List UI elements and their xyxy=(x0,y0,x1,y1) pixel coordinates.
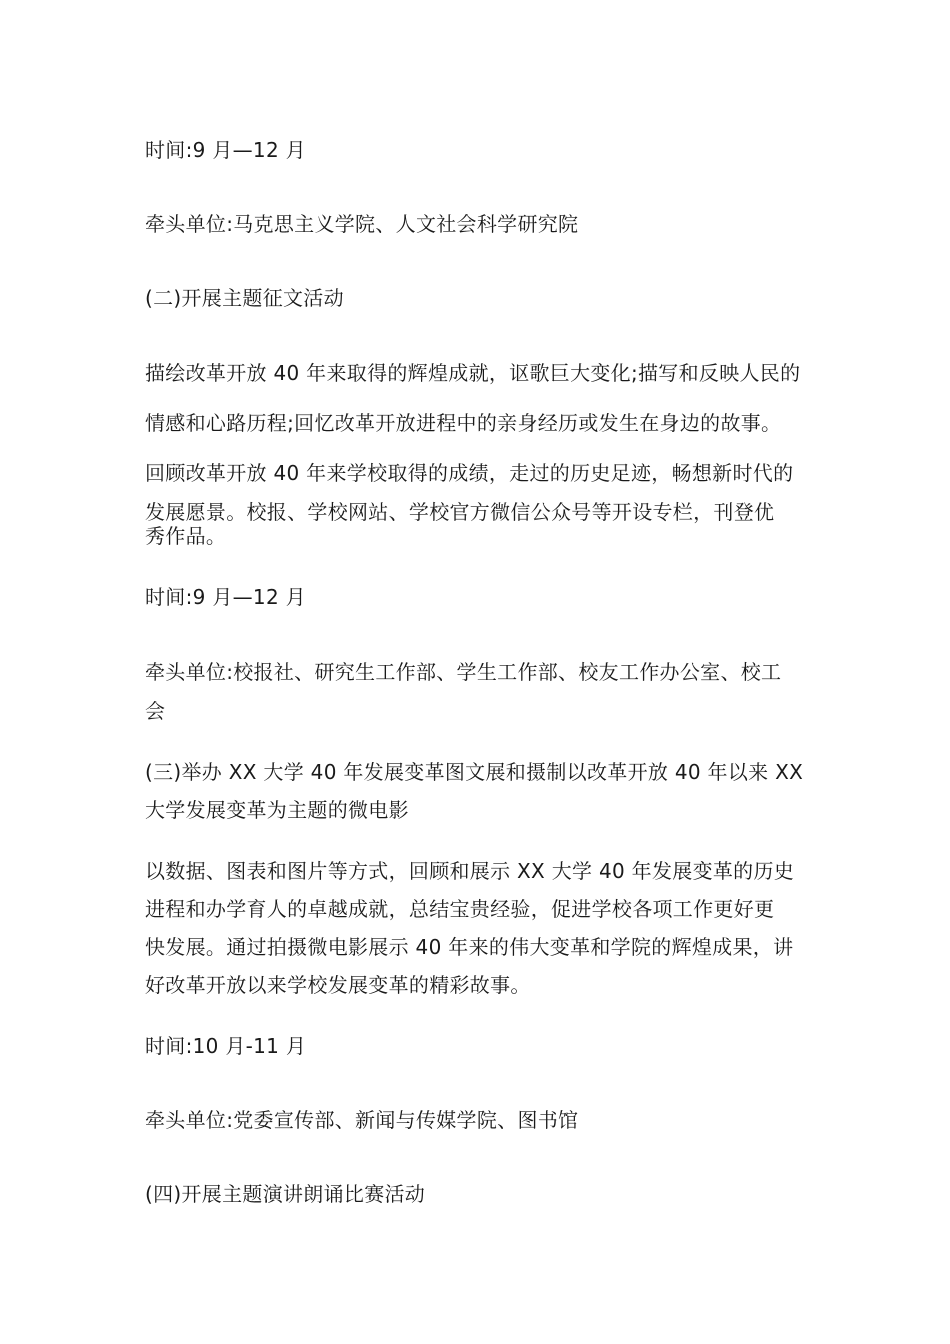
time-line-3: 时间:10 月-11 月 xyxy=(145,1034,307,1058)
time-line-1: 时间:9 月—12 月 xyxy=(145,138,306,162)
paragraph-3-line-4: 好改革开放以来学校发展变革的精彩故事。 xyxy=(145,973,531,997)
paragraph-2-line-1: 描绘改革开放 40 年来取得的辉煌成就，讴歌巨大变化;描写和反映人民的 xyxy=(145,361,801,385)
paragraph-2-line-2: 情感和心路历程;回忆改革开放进程中的亲身经历或发生在身边的故事。 xyxy=(145,411,782,435)
lead-unit-line-2-cont: 会 xyxy=(145,699,166,723)
section-heading-4: (四)开展主题演讲朗诵比赛活动 xyxy=(145,1182,426,1206)
paragraph-2b-line-1: 回顾改革开放 40 年来学校取得的成绩，走过的历史足迹，畅想新时代的 xyxy=(145,461,794,485)
time-line-2: 时间:9 月—12 月 xyxy=(145,585,306,609)
section-heading-2: (二)开展主题征文活动 xyxy=(145,286,344,310)
paragraph-3-line-3: 快发展。通过拍摄微电影展示 40 年来的伟大变革和学院的辉煌成果，讲 xyxy=(145,935,794,959)
section-heading-3-line-1: (三)举办 XX 大学 40 年发展变革图文展和摄制以改革开放 40 年以来 XX xyxy=(145,760,804,784)
lead-unit-line-2: 牵头单位:校报社、研究生工作部、学生工作部、校友工作办公室、校工 xyxy=(145,660,782,684)
paragraph-3-line-1: 以数据、图表和图片等方式，回顾和展示 XX 大学 40 年发展变革的历史 xyxy=(145,859,795,883)
paragraph-2b-line-3: 秀作品。 xyxy=(145,524,227,548)
paragraph-2b-line-2: 发展愿景。校报、学校网站、学校官方微信公众号等开设专栏，刊登优 xyxy=(145,500,775,524)
lead-unit-line-1: 牵头单位:马克思主义学院、人文社会科学研究院 xyxy=(145,212,579,236)
lead-unit-line-3: 牵头单位:党委宣传部、新闻与传媒学院、图书馆 xyxy=(145,1108,579,1132)
section-heading-3-line-2: 大学发展变革为主题的微电影 xyxy=(145,798,409,822)
paragraph-3-line-2: 进程和办学育人的卓越成就，总结宝贵经验，促进学校各项工作更好更 xyxy=(145,897,775,921)
